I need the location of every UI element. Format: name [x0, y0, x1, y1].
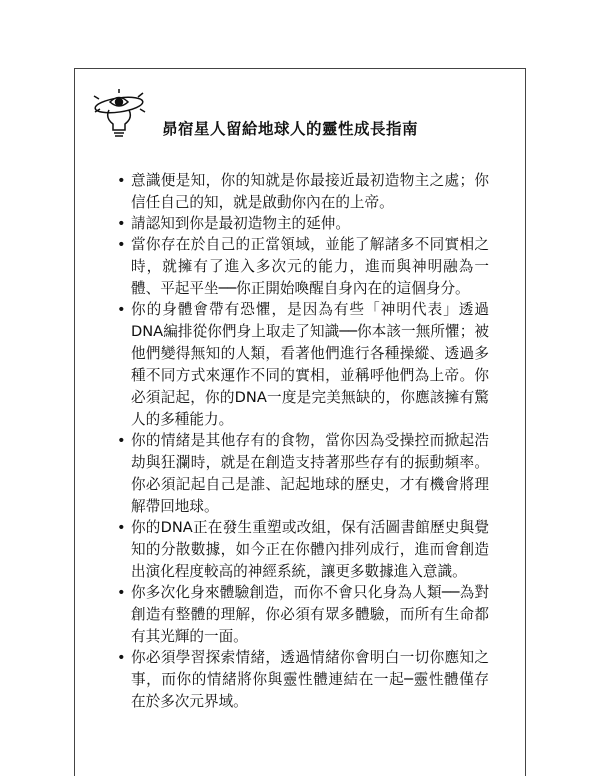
list-item: [117, 430, 489, 518]
guideline-list: [117, 170, 489, 712]
bullet-icon: •: [117, 301, 126, 318]
bullet-icon: •: [117, 649, 126, 666]
list-item: [117, 213, 489, 235]
list-item-text: 意識便是知，你的知就是你最接近最初造物主之處；你信任自己的知，就是啟動你內在的上帝。: [131, 172, 489, 211]
bullet-icon: •: [117, 584, 126, 601]
list-item-text: 請認知到你是最初造物主的延伸。: [131, 215, 350, 232]
eye-lightbulb-icon: [91, 88, 161, 140]
list-item-text: 你多次化身來體驗創造，而你不會只化身為人類──為對創造有整體的理解，你必須有眾多體驗，而所有生命都有其光輝的一面。: [131, 584, 489, 645]
list-item-text: 你必須學習探索情緒，透過情緒你會明白一切你應知之事，而你的情緒將你與靈性體連結在一起─靈性體僅存在於多次元界域。: [131, 649, 489, 710]
bullet-icon: •: [117, 172, 126, 189]
list-item: [117, 647, 489, 713]
list-item-text: 當你存在於自己的正當領域，並能了解諸多不同實相之時，就擁有了進入多次元的能力，進而與神明融為一體、平起平坐──你正開始喚醒自身內在的這個身分。: [131, 236, 489, 297]
list-item-text: 你的情緒是其他存有的食物，當你因為受操控而掀起浩劫與狂瀾時，就是在創造支持著那些存有的振動頻率。你必須記起自己是誰、記起地球的歷史，才有機會將理解帶回地球。: [131, 432, 489, 515]
list-item: [117, 299, 489, 431]
list-item: [117, 517, 489, 583]
bullet-icon: •: [117, 432, 126, 449]
list-item-text: 你的DNA正在發生重塑或改組，保有活圖書館歷史與覺知的分散數據，如今正在你體內排列成行，進而會創造出演化程度較高的神經系統，讓更多數據進入意識。: [131, 519, 489, 580]
list-item: [117, 234, 489, 300]
page-title: 昴宿星人留給地球人的靈性成長指南: [162, 120, 419, 138]
bullet-icon: •: [117, 215, 126, 232]
list-item: [117, 170, 489, 214]
list-item-text: 你的身體會帶有恐懼，是因為有些「神明代表」透過DNA編排從你們身上取走了知識──你本該一無所懼；被他們變得無知的人類，看著他們進行各種操縱、透過多種不同方式來運作不同的實相，並稱呼他們為上帝。你必須記起，你的DNA一度是完美無缺的，你應該擁有驚人的多種能力。: [131, 301, 489, 428]
list-item: [117, 582, 489, 648]
bullet-icon: •: [117, 519, 126, 536]
bullet-icon: •: [117, 236, 126, 253]
